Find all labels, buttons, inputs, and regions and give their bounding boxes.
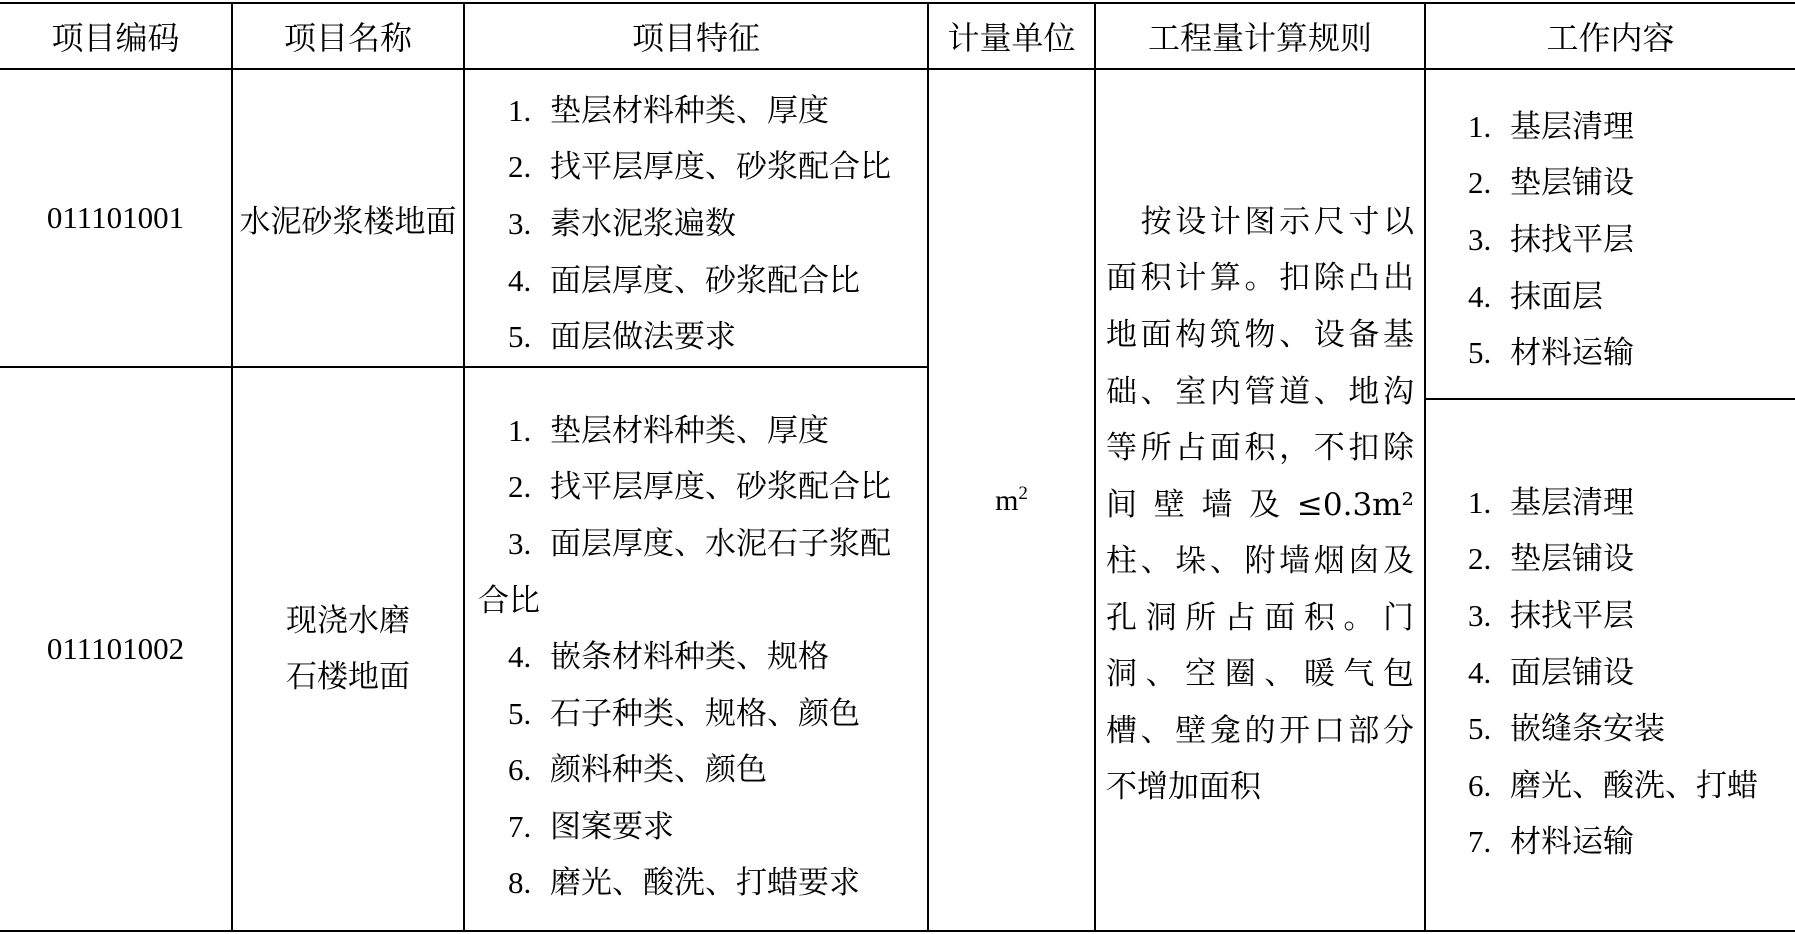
list-item: 5. 材料运输 [1468, 335, 1634, 371]
list-item: 6. 颜料种类、颜色 [508, 752, 767, 788]
list-item: 7. 材料运输 [1468, 824, 1634, 860]
list-item: 4. 面层厚度、砂浆配合比 [508, 263, 860, 299]
row1-code: 011101001 [46, 200, 185, 235]
list-item: 1. 基层清理 [1468, 485, 1634, 521]
unit-text: $m^2$ [995, 482, 1028, 517]
unit-cell [929, 70, 1094, 930]
col-divider-5 [1424, 2, 1426, 932]
list-item: 1. 基层清理 [1468, 109, 1634, 145]
list-item: 5. 嵌缝条安装 [1468, 711, 1665, 747]
rule-line: 础、室内管道、地沟 [1106, 374, 1414, 410]
rule-line: 不增加面积 [1106, 769, 1261, 805]
table-bottom-border [0, 930, 1795, 932]
row2-code: 011101002 [46, 631, 185, 666]
rule-line: 槽、壁龛的开口部分 [1106, 713, 1414, 749]
list-item: 3. 面层厚度、水泥石子浆配 [508, 526, 891, 562]
row1-name: 水泥砂浆楼地面 [239, 203, 457, 240]
list-item: 2. 垫层铺设 [1468, 165, 1634, 201]
list-item: 4. 抹面层 [1468, 279, 1603, 315]
rule-line: 面积计算。扣除凸出 [1106, 260, 1414, 296]
row-divider-work [1425, 398, 1795, 400]
list-item: 3. 抹找平层 [1468, 222, 1634, 258]
list-item: 4. 嵌条材料种类、规格 [508, 639, 829, 675]
list-item: 1. 垫层材料种类、厚度 [508, 93, 829, 129]
rule-line: 按设计图示尺寸以 [1106, 204, 1414, 240]
rule-line: 柱、垛、附墙烟囱及 [1106, 543, 1414, 579]
col-divider-2 [463, 2, 465, 932]
row2-name-line1: 现浇水磨 [286, 603, 410, 639]
col-divider-4 [1094, 2, 1096, 932]
rule-line: 孔洞所占面积。门 [1106, 600, 1414, 636]
row2-name-line2: 石楼地面 [286, 659, 410, 695]
list-item: 合比 [478, 583, 540, 619]
rule-line: 洞、空圈、暖气包 [1106, 656, 1414, 692]
rule-cell [1106, 196, 1414, 816]
list-item: 7. 图案要求 [508, 809, 674, 845]
list-item: 6. 磨光、酸洗、打蜡 [1468, 768, 1758, 804]
header-features: 项目特征 [631, 19, 760, 57]
rule-line: 等所占面积，不扣除 [1106, 430, 1414, 466]
list-item: 8. 磨光、酸洗、打蜡要求 [508, 865, 860, 901]
list-item: 4. 面层铺设 [1468, 655, 1634, 691]
list-item: 5. 石子种类、规格、颜色 [508, 696, 860, 732]
list-item: 2. 找平层厚度、砂浆配合比 [508, 469, 891, 505]
rule-line: 地面构筑物、设备基 [1106, 317, 1414, 353]
header-work: 工作内容 [1546, 19, 1675, 57]
header-name: 项目名称 [283, 19, 412, 57]
list-item: 2. 垫层铺设 [1468, 541, 1634, 577]
header-unit: 计量单位 [947, 19, 1076, 57]
list-item: 2. 找平层厚度、砂浆配合比 [508, 149, 891, 185]
list-item: 3. 素水泥浆遍数 [508, 206, 736, 242]
list-item: 3. 抹找平层 [1468, 598, 1634, 634]
header-code: 项目编码 [51, 19, 180, 57]
list-item: 1. 垫层材料种类、厚度 [508, 413, 829, 449]
rule-line: 间壁墙及≤0.3m² [1106, 487, 1414, 523]
list-item: 5. 面层做法要求 [508, 319, 736, 355]
header-rule: 工程量计算规则 [1147, 19, 1372, 57]
row2-name [233, 368, 463, 930]
